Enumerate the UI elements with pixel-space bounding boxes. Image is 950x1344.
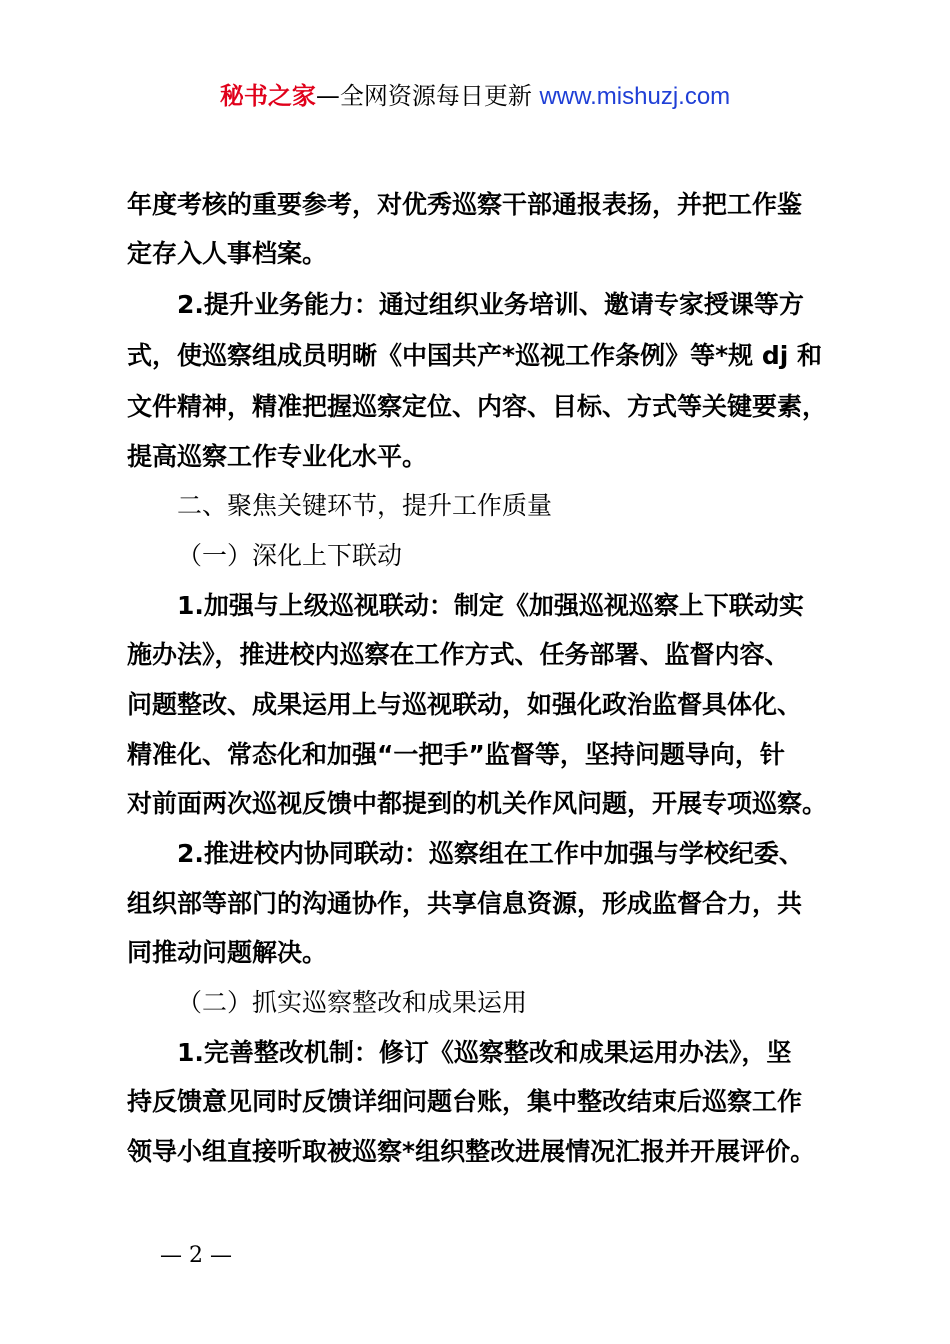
paragraph-line: 定存入人事档案。 [127,239,328,268]
site-url-link[interactable]: www.mishuzj.com [539,83,731,110]
paragraph-line: 1.完善整改机制：修订《巡察整改和成果运用办法》，坚 [177,1038,792,1067]
paragraph-line: 同推动问题解决。 [127,938,328,967]
paragraph-line: 持反馈意见同时反馈详细问题台账，集中整改结束后巡察工作 [127,1087,803,1116]
paragraph-line: 提高巡察工作专业化水平。 [127,442,428,471]
paragraph-line: 领导小组直接听取被巡察*组织整改进展情况汇报并开展评价。 [127,1137,816,1166]
paragraph-line: 精准化、常态化和加强“一把手”监督等，坚持问题导向，针 [127,740,785,769]
paragraph-line: 施办法》，推进校内巡察在工作方式、任务部署、监督内容、 [127,640,790,669]
subsection-heading: （二）抓实巡察整改和成果运用 [177,988,528,1017]
page-number: — 2 — [160,1243,232,1268]
paragraph-line: 组织部等部门的沟通协作，共享信息资源，形成监督合力，共 [127,889,803,918]
site-tagline: —全网资源每日更新 [315,82,540,110]
section-heading: 二、聚焦关键环节，提升工作质量 [177,491,553,520]
site-header [0,80,950,113]
paragraph-line: 问题整改、成果运用上与巡视联动，如强化政治监督具体化、 [127,690,803,719]
paragraph-line: 式，使巡察组成员明晰《中国共产*巡视工作条例》等*规 dj 和 [127,341,823,370]
site-brand: 秘书之家 [219,82,316,110]
paragraph-line: 2.推进校内协同联动：巡察组在工作中加强与学校纪委、 [177,839,804,868]
paragraph-line: 年度考核的重要参考，对优秀巡察干部通报表扬，并把工作鉴 [127,190,803,219]
paragraph-line: 2.提升业务能力：通过组织业务培训、邀请专家授课等方 [177,290,804,319]
paragraph-line: 对前面两次巡视反馈中都提到的机关作风问题，开展专项巡察。 [127,789,828,818]
paragraph-line: 1.加强与上级巡视联动：制定《加强巡视巡察上下联动实 [177,591,804,620]
subsection-heading: （一）深化上下联动 [177,541,403,570]
paragraph-line: 文件精神，精准把握巡察定位、内容、目标、方式等关键要素， [127,392,828,421]
